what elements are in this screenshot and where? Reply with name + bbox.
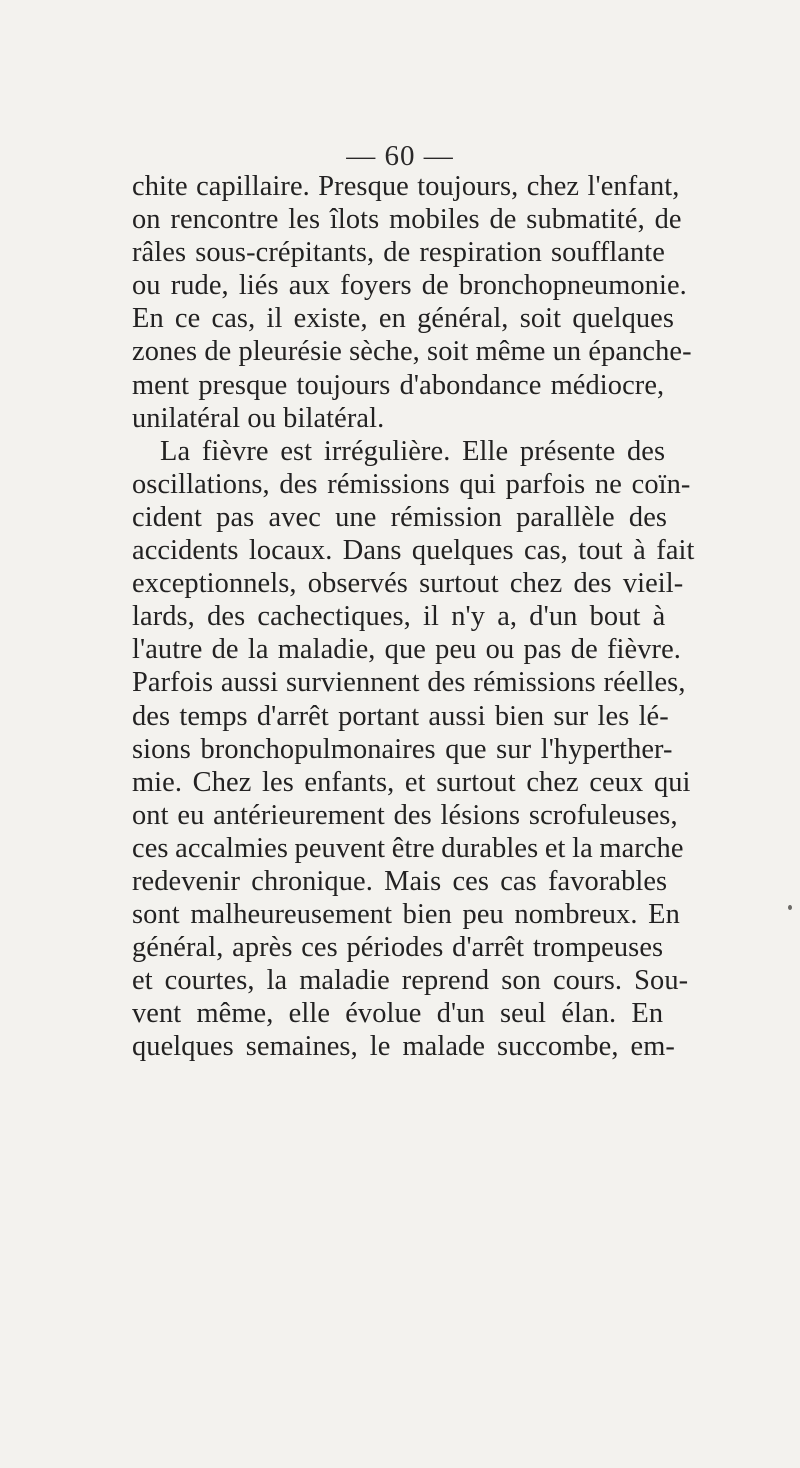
page-number: — 60 —	[346, 140, 454, 172]
text-line: ont eu antérieurement des lésions scrofuleuses,	[132, 799, 678, 831]
text-line: chite capillaire. Presque toujours, chez l'enfant,	[132, 171, 680, 202]
text-line: sions bronchopulmonaires que sur l'hyperther-	[132, 733, 673, 765]
text-line: on rencontre les îlots mobiles de submatité, de	[132, 204, 682, 236]
text-line: des temps d'arrêt portant aussi bien sur les lé-	[132, 700, 669, 732]
ink-speck	[788, 905, 792, 910]
body-text	[132, 170, 800, 1064]
text-line: exceptionnels, observés surtout chez des vieil-	[132, 568, 684, 600]
text-line: ment presque toujours d'abondance médiocre,	[132, 369, 665, 401]
text-line: mie. Chez les enfants, et surtout chez ceux qui	[132, 766, 691, 798]
text-line: lards, des cachectiques, il n'y a, d'un bout à	[132, 601, 666, 633]
text-line: accidents locaux. Dans quelques cas, tout à fait	[132, 535, 695, 567]
text-line: ou rude, liés aux foyers de bronchopneumonie.	[132, 270, 687, 302]
text-line: En ce cas, il existe, en général, soit quelques	[132, 303, 675, 335]
text-line: La fièvre est irrégulière. Elle présente des	[160, 435, 666, 467]
text-line: redevenir chronique. Mais ces cas favorables	[132, 865, 668, 897]
text-line: l'autre de la maladie, que peu ou pas de fièvre.	[132, 634, 681, 666]
text-line: unilatéral ou bilatéral.	[132, 402, 385, 434]
text-line: râles sous-crépitants, de respiration soufflante	[132, 237, 665, 269]
text-line: cident pas avec une rémission parallèle des	[132, 501, 668, 533]
text-line: vent même, elle évolue d'un seul élan. En	[132, 998, 664, 1030]
text-line: général, après ces périodes d'arrêt trompeuses	[132, 932, 664, 964]
text-line: et courtes, la maladie reprend son cours. Sou-	[132, 965, 689, 997]
text-line: oscillations, des rémissions qui parfois ne coïn-	[132, 468, 691, 500]
text-line: ces accalmies peuvent être durables et la marche	[132, 832, 684, 864]
text-line: sont malheureusement bien peu nombreux. En	[132, 899, 680, 931]
text-line: Parfois aussi surviennent des rémissions réelles,	[132, 667, 686, 699]
text-line: quelques semaines, le malade succombe, em-	[132, 1031, 675, 1063]
text-line: zones de pleurésie sèche, soit même un épanche-	[132, 336, 692, 368]
